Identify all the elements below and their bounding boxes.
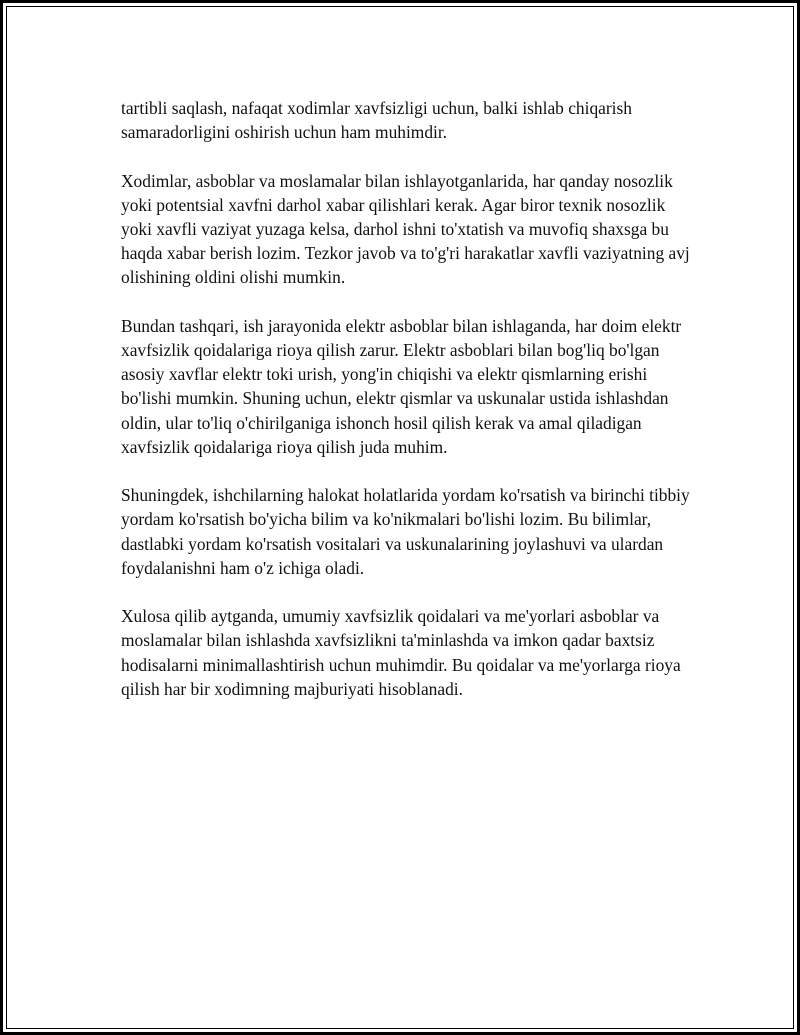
paragraph-3: Bundan tashqari, ish jarayonida elektr asboblar bilan ishlaganda, har doim elektr xavfsizlik qoidalariga rioya qilish zarur. Elektr asboblari bilan bog'liq bo'lgan asosiy xavflar elektr toki urish, yong'in chiqishi va elektr qismlarning erishi bo'lishi mumkin. Shuning uchun, elektr qismlar va uskunalar ustida ishlashdan oldin, ular to'liq o'chirilganiga ishonch hosil qilish kerak va amal qiladigan xavfsizlik qoidalariga rioya qilish juda muhim.: [121, 315, 682, 457]
document-body: [121, 96, 691, 725]
paragraph-4: Shuningdek, ishchilarning halokat holatlarida yordam ko'rsatish va birinchi tibbiy yordam ko'rsatish bo'yicha bilim va ko'nikmalari bo'lishi lozim. Bu bilimlar, dastlabki yordam ko'rsatish vositalari va uskunalarining joylashuvi va ulardan foydalanishni ham o'z ichiga oladi.: [121, 485, 690, 578]
paragraph-1: tartibli saqlash, nafaqat xodimlar xavfsizligi uchun, balki ishlab chiqarish samaradorligini oshirish uchun ham muhimdir.: [121, 98, 632, 143]
paragraph-5: Xulosa qilib aytganda, umumiy xavfsizlik qoidalari va me'yorlari asboblar va moslamalar bilan ishlashda xavfsizlikni ta'minlashda va imkon qadar baxtsiz hodisalarni minimallashtirish uchun muhimdir. Bu qoidalar va me'yorlarga rioya qilish har bir xodimning majburiyati hisoblanadi.: [121, 606, 681, 699]
paragraph-2: Xodimlar, asboblar va moslamalar bilan ishlayotganlarida, har qanday nosozlik yoki potentsial xavfni darhol xabar qilishlari kerak. Agar biror texnik nosozlik yoki xavfli vaziyat yuzaga kelsa, darhol ishni to'xtatish va muvofiq shaxsga bu haqda xabar berish lozim. Tezkor javob va to'g'ri harakatlar xavfli vaziyatning avj olishining oldini olishi mumkin.: [121, 170, 690, 288]
